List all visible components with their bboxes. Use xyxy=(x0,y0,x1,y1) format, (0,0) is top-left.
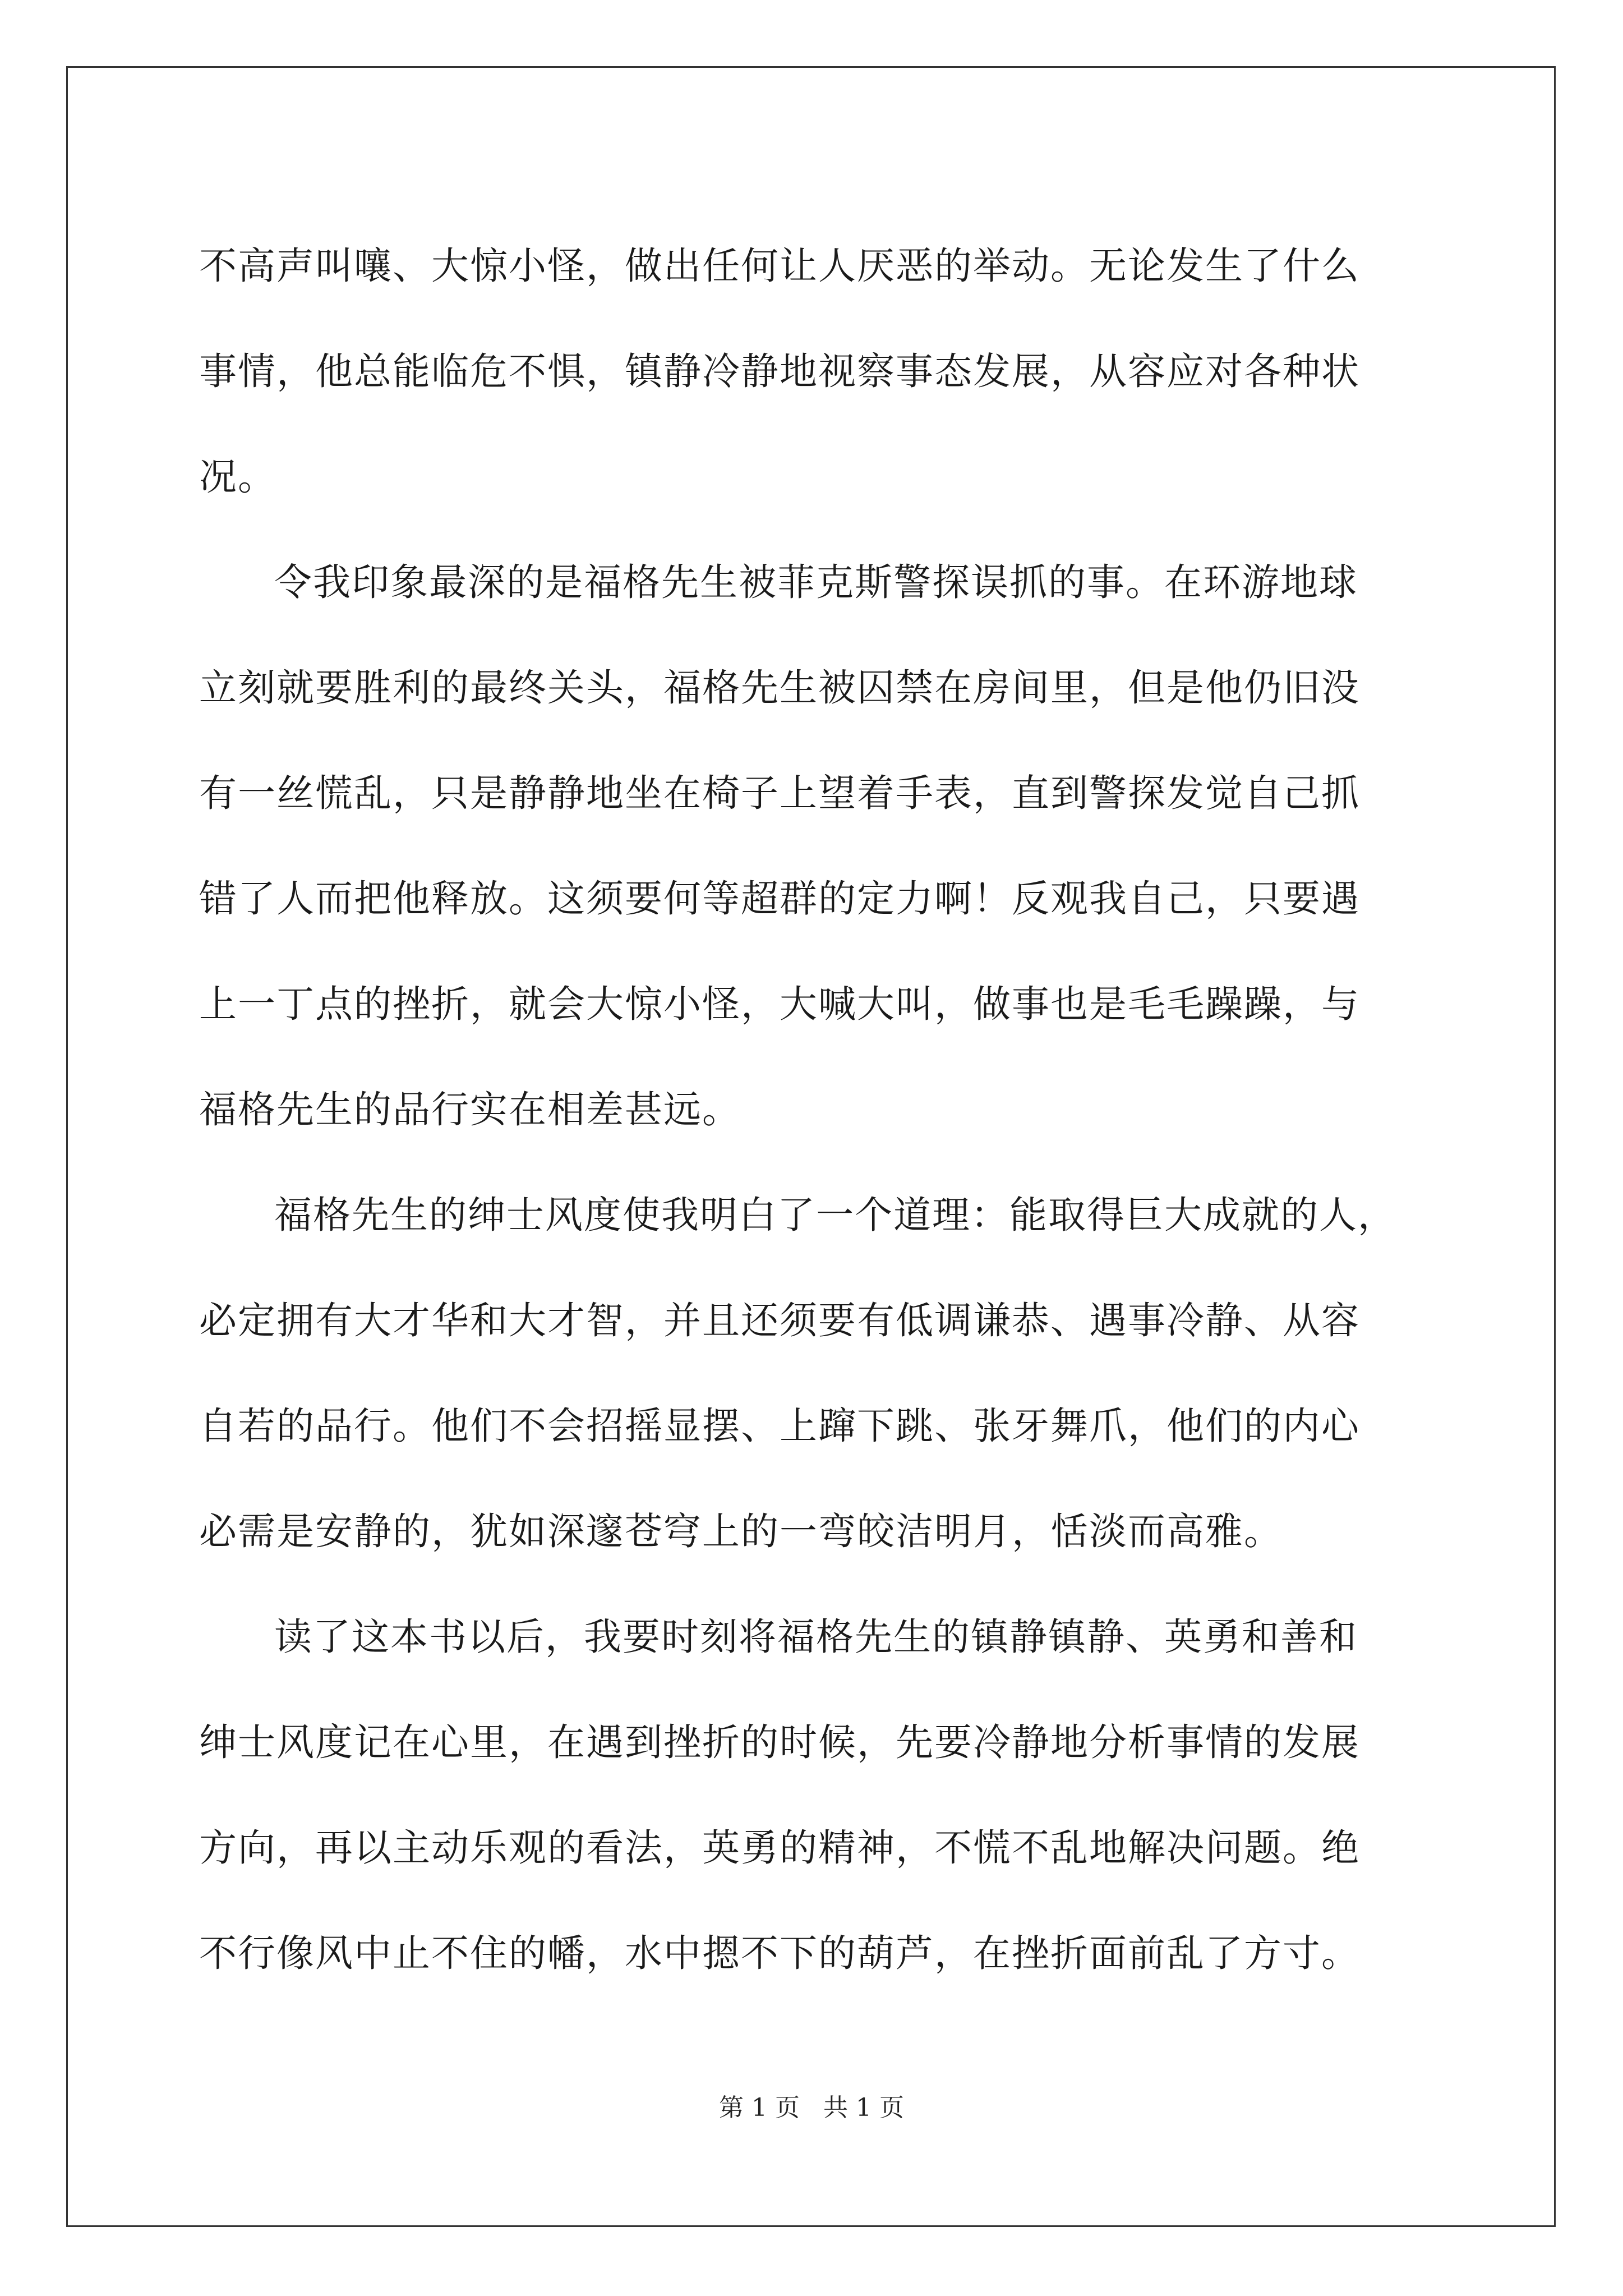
text-line: 自若的品行。他们不会招摇显摆、上蹿下跳、张牙舞爪，他们的内心 xyxy=(199,1404,1360,1448)
text-line: 读了这本书以后，我要时刻将福格先生的镇静镇静、英勇和善和 xyxy=(274,1615,1358,1659)
text-line: 况。 xyxy=(199,455,276,499)
text-line: 方向，再以主动乐观的看法，英勇的精神，不慌不乱地解决问题。绝 xyxy=(199,1826,1360,1870)
text-line: 福格先生的绅士风度使我明白了一个道理：能取得巨大成就的人， xyxy=(274,1193,1396,1237)
text-line: 立刻就要胜利的最终关头，福格先生被囚禁在房间里，但是他仍旧没 xyxy=(199,666,1360,710)
text-line: 必定拥有大才华和大才智，并且还须要有低调谦恭、遇事冷静、从容 xyxy=(199,1299,1360,1342)
text-line: 事情，他总能临危不惧，镇静冷静地视察事态发展，从容应对各种状 xyxy=(199,349,1360,393)
text-line: 有一丝慌乱，只是静静地坐在椅子上望着手表，直到警探发觉自己抓 xyxy=(199,771,1360,815)
text-line: 绅士风度记在心里，在遇到挫折的时候，先要冷静地分析事情的发展 xyxy=(199,1720,1360,1764)
page-number: 第 1 页 xyxy=(719,2093,800,2122)
text-line: 令我印象最深的是福格先生被菲克斯警探误抓的事。在环游地球 xyxy=(274,560,1358,604)
text-line: 不高声叫嚷、大惊小怪，做出任何让人厌恶的举动。无论发生了什么 xyxy=(199,244,1360,288)
text-line: 上一丁点的挫折，就会大惊小怪，大喊大叫，做事也是毛毛躁躁，与 xyxy=(199,982,1360,1026)
text-line: 福格先生的品行实在相差甚远。 xyxy=(199,1088,741,1131)
text-line: 错了人而把他释放。这须要何等超群的定力啊！反观我自己，只要遇 xyxy=(199,877,1360,921)
text-line: 必需是安静的，犹如深邃苍穹上的一弯皎洁明月，恬淡而高雅。 xyxy=(199,1510,1283,1553)
page-total: 共 1 页 xyxy=(823,2093,904,2122)
page-footer xyxy=(0,2091,1623,2125)
document-body xyxy=(199,213,1433,2006)
text-line: 不行像风中止不住的幡，水中摁不下的葫芦，在挫折面前乱了方寸。 xyxy=(199,1931,1360,1975)
